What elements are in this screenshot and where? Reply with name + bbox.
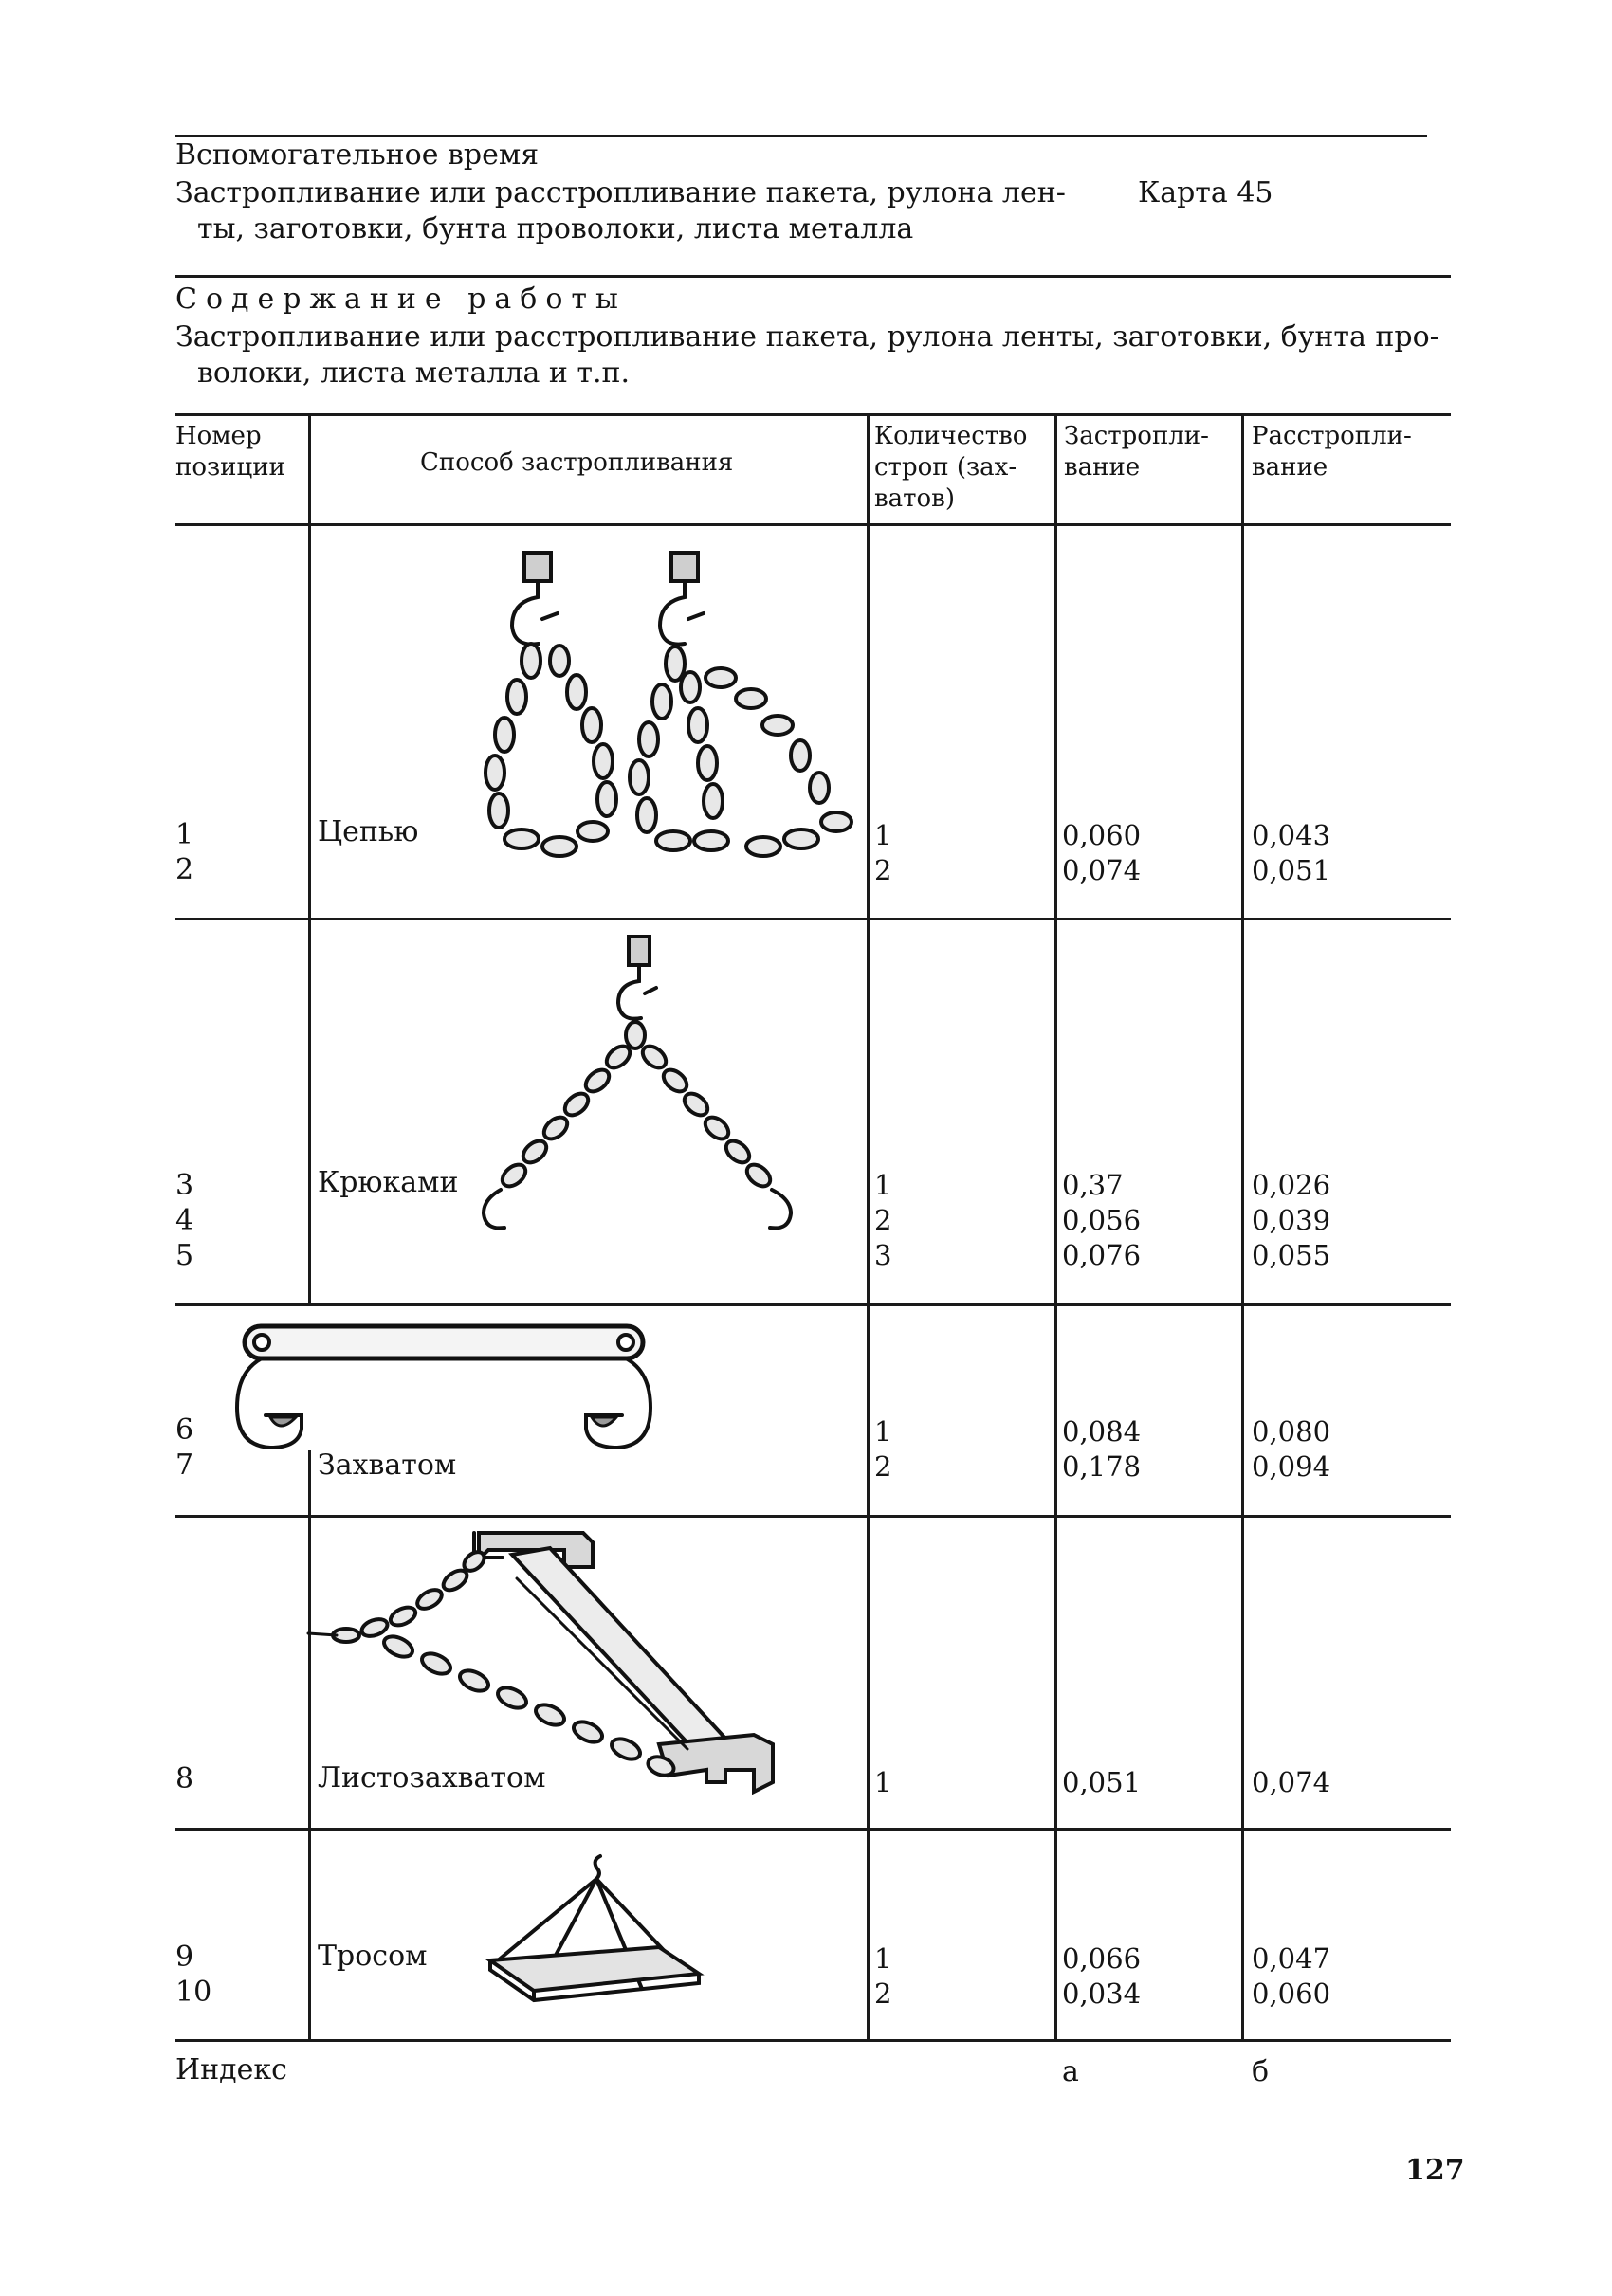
sling-hooks — [1062, 1168, 1141, 1273]
unsling-chain — [1252, 818, 1330, 888]
position-number: 3 — [175, 1169, 194, 1202]
sling-value: 0,066 — [1062, 1942, 1142, 1975]
header-rule-bottom — [175, 275, 1451, 278]
card-number: Карта 45 — [1138, 176, 1273, 210]
col-divider-1a — [308, 413, 311, 1304]
col-header-qty — [874, 421, 1027, 515]
chain-sling-icon — [436, 545, 872, 896]
sling-value: 0,37 — [1062, 1169, 1124, 1201]
col-header-position — [175, 421, 285, 483]
sling-value: 0,178 — [1062, 1450, 1142, 1483]
method-label-wire-rope: Тросом — [318, 1940, 428, 1973]
unsling-value: 0,051 — [1252, 854, 1331, 886]
positions-hooks — [175, 1168, 193, 1273]
qty-sheet-clamp — [874, 1765, 891, 1800]
qty-value: 1 — [874, 1942, 892, 1975]
col-divider-4 — [1241, 413, 1244, 2040]
unsling-wire-rope — [1252, 1941, 1330, 2012]
table-rule-group2 — [175, 1303, 1451, 1306]
header-rule-top — [175, 135, 1427, 137]
col-header-method: Способ застропливания — [420, 448, 734, 477]
sling-grab — [1062, 1414, 1141, 1485]
unsling-value: 0,074 — [1252, 1766, 1331, 1798]
content-heading: Содержание работы — [175, 282, 627, 316]
positions-sheet-clamp — [175, 1761, 193, 1796]
sling-sheet-clamp — [1062, 1765, 1141, 1800]
sling-value: 0,084 — [1062, 1415, 1142, 1448]
table-rule-header — [175, 523, 1451, 526]
qty-chain — [874, 818, 891, 888]
qty-value: 1 — [874, 1169, 892, 1201]
unsling-value: 0,055 — [1252, 1239, 1331, 1271]
content-line2: волоки, листа металла и т.п. — [197, 356, 631, 390]
index-label: Индекс — [175, 2053, 287, 2086]
col-header-unslinging-line1: Расстропли- — [1252, 422, 1412, 450]
position-number: 8 — [175, 1762, 194, 1795]
qty-wire-rope — [874, 1941, 891, 2012]
card-title-line2: ты, заготовки, бунта проволоки, листа металла — [197, 212, 914, 246]
qty-value: 1 — [874, 1415, 892, 1448]
unsling-value: 0,047 — [1252, 1942, 1331, 1975]
grab-icon — [228, 1313, 673, 1469]
position-number: 9 — [175, 1941, 194, 1974]
table-rule-bottom — [175, 2039, 1451, 2042]
unsling-sheet-clamp — [1252, 1765, 1330, 1800]
qty-value: 2 — [874, 854, 892, 886]
table-rule-group4 — [175, 1828, 1451, 1831]
position-number: 1 — [175, 818, 194, 851]
position-number: 5 — [175, 1239, 194, 1272]
qty-value: 1 — [874, 1766, 892, 1798]
col-header-unslinging-line2: вание — [1252, 453, 1328, 482]
position-number: 4 — [175, 1204, 194, 1237]
qty-value: 3 — [874, 1239, 892, 1271]
category-label: Вспомогательное время — [175, 138, 540, 172]
method-label-grab: Захватом — [318, 1449, 457, 1482]
table-rule-top — [175, 413, 1451, 416]
unsling-value: 0,026 — [1252, 1169, 1331, 1201]
table-rule-group1 — [175, 918, 1451, 920]
card-title-line1: Застропливание или расстропливание пакета, рулона лен- — [175, 176, 1066, 210]
qty-value: 2 — [874, 1450, 892, 1483]
col-header-position-line2: позиции — [175, 453, 285, 482]
sling-value: 0,056 — [1062, 1204, 1142, 1236]
unsling-grab — [1252, 1414, 1330, 1485]
col-header-slinging-line1: Застропли- — [1064, 422, 1209, 450]
unsling-value: 0,080 — [1252, 1415, 1331, 1448]
sling-value: 0,051 — [1062, 1766, 1142, 1798]
col-header-slinging — [1064, 421, 1209, 483]
qty-grab — [874, 1414, 891, 1485]
hook-sling-icon — [446, 929, 872, 1251]
sling-wire-rope — [1062, 1941, 1141, 2012]
positions-grab — [175, 1412, 193, 1483]
unsling-value: 0,043 — [1252, 819, 1331, 851]
table-rule-group3 — [175, 1515, 1451, 1518]
col-header-qty-line1: Количество — [874, 422, 1028, 450]
unsling-value: 0,060 — [1252, 1977, 1331, 2010]
sling-value: 0,074 — [1062, 854, 1142, 886]
qty-value: 2 — [874, 1977, 892, 2010]
wire-rope-icon — [479, 1849, 716, 2005]
index-a: а — [1062, 2055, 1079, 2088]
page-number: 127 — [1405, 2154, 1465, 2187]
unsling-value: 0,094 — [1252, 1450, 1331, 1483]
sling-value: 0,076 — [1062, 1239, 1142, 1271]
positions-chain — [175, 817, 193, 887]
method-label-sheet-clamp: Листозахватом — [318, 1761, 546, 1795]
position-number: 6 — [175, 1413, 194, 1447]
col-header-position-line1: Номер — [175, 422, 262, 450]
method-label-hooks: Крюками — [318, 1166, 459, 1199]
content-line1: Застропливание или расстропливание пакета, рулона ленты, заготовки, бунта про- — [175, 320, 1439, 354]
position-number: 2 — [175, 853, 194, 886]
sling-chain — [1062, 818, 1141, 888]
qty-value: 1 — [874, 819, 892, 851]
position-number: 7 — [175, 1449, 194, 1482]
col-header-qty-line3: ватов) — [874, 484, 955, 513]
sling-value: 0,060 — [1062, 819, 1142, 851]
col-header-unslinging — [1252, 421, 1412, 483]
index-b: б — [1252, 2055, 1270, 2088]
method-label-chain: Цепью — [318, 815, 419, 848]
qty-hooks — [874, 1168, 891, 1273]
col-divider-3 — [1054, 413, 1057, 2040]
unsling-value: 0,039 — [1252, 1204, 1331, 1236]
positions-wire-rope — [175, 1940, 211, 2010]
col-header-qty-line2: строп (зах- — [874, 453, 1017, 482]
position-number: 10 — [175, 1976, 212, 2009]
qty-value: 2 — [874, 1204, 892, 1236]
sling-value: 0,034 — [1062, 1977, 1142, 2010]
col-header-slinging-line2: вание — [1064, 453, 1141, 482]
unsling-hooks — [1252, 1168, 1330, 1273]
